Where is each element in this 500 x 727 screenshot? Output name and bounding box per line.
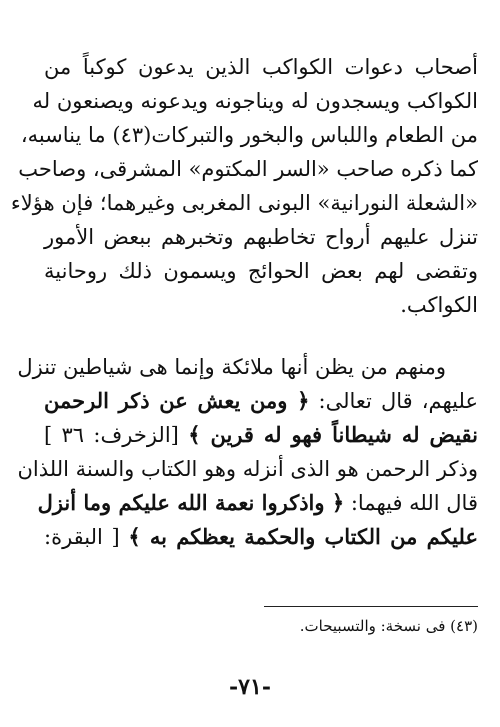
text-line: الكواكب ويسجدون له ويناجونه ويدعونه ويصنعون له [32, 89, 478, 113]
verse-reference: [ البقرة: [44, 525, 129, 549]
text-line [44, 418, 478, 452]
text-line [44, 520, 478, 554]
text-line: وذكر الرحمن هو الذى أنزله وهو الكتاب والسنة اللذان [17, 457, 478, 481]
text-line [44, 384, 478, 418]
text-line: تنزل عليهم أرواح تخاطبهم وتخبرهم ببعض الأمور [44, 225, 478, 249]
text-line: ومنهم من يظن أنها ملائكة وإنما هى شياطين تنزل [17, 355, 446, 379]
text-line: «الشعلة النورانية» البونى المغربى وغيرهما؛ فإن هؤلاء [10, 191, 478, 215]
text-line [37, 486, 478, 520]
text-run: عليهم، قال تعالى: [309, 389, 478, 413]
text-line: الكواكب. [400, 293, 478, 317]
text-line: من الطعام واللباس والبخور والتبركات(٤٣) ما يناسبه، [20, 123, 478, 147]
text-run: قال الله فيهما: [344, 491, 478, 515]
text-line: أصحاب دعوات الكواكب الذين يدعون كوكباً من [44, 55, 478, 79]
text-line: كما ذكره صاحب «السر المكتوم» المشرقى، وصاحب [18, 157, 478, 181]
quran-verse: عليكم من الكتاب والحكمة يعظكم به ﴾ [128, 524, 478, 549]
verse-reference: [الزخرف: ٣٦ ] [44, 423, 189, 447]
page-number: -٧١- [229, 674, 271, 700]
quran-verse: ﴿ واذكروا نعمة الله عليكم وما أنزل [37, 490, 345, 515]
text-line: وتقضى لهم بعض الحوائج ويسمون ذلك روحانية [44, 259, 478, 283]
footnote-divider [264, 606, 478, 607]
quran-verse: ﴿ ومن يعش عن ذكر الرحمن [44, 388, 310, 413]
footnote: (٤٣) فى نسخة: والتسبيحات. [299, 617, 478, 635]
quran-verse: نقيض له شيطاناً فهو له قرين ﴾ [188, 422, 479, 447]
